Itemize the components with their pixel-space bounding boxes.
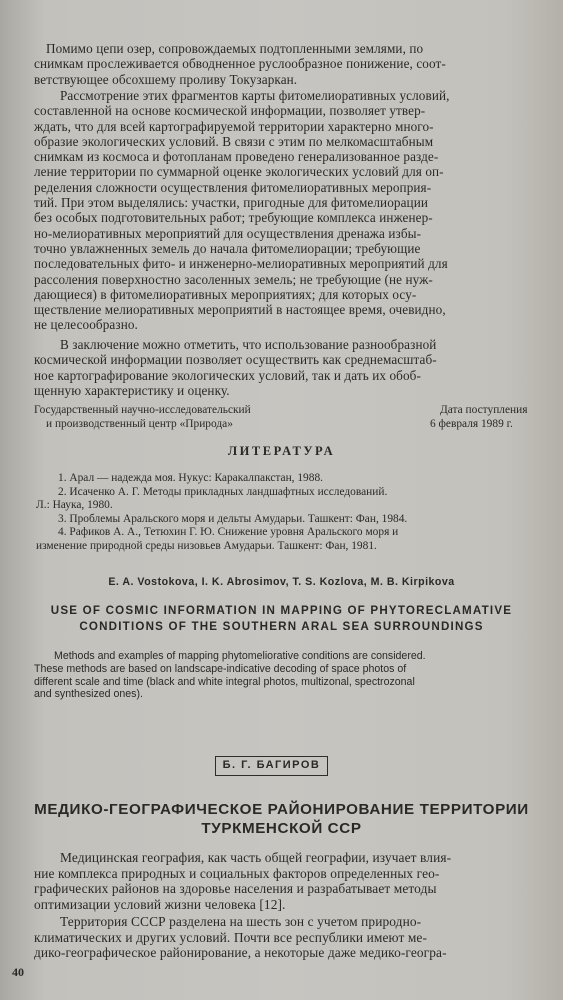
page-number: 40 bbox=[12, 965, 24, 979]
affiliation bbox=[34, 404, 334, 431]
text-line: ление территории по суммарной оценке экологических условий для оп- bbox=[34, 164, 444, 180]
received-date bbox=[430, 404, 550, 431]
text-line: Территория СССР разделена на шесть зон с учетом природно- bbox=[60, 914, 422, 929]
text-line: ществление мелиоративных мероприятий в настоящее время, очевидно, bbox=[34, 302, 446, 318]
text-line: ное картографирование экологических условий, так и дать их обоб- bbox=[34, 367, 421, 383]
text-line: Рассмотрение этих фрагментов карты фитомелиоративных условий, bbox=[60, 88, 450, 103]
text-line: дико-географическое районирование, а некоторые даже медико-геогра- bbox=[34, 945, 447, 961]
article-title-line: ТУРКМЕНСКОЙ ССР bbox=[201, 820, 362, 837]
text-line: ние комплекса природных и социальных факторов определенных гео- bbox=[34, 865, 440, 881]
literature-item: изменение природной среды низовьев Амударьи. Ташкент: Фан, 1981. bbox=[36, 539, 377, 552]
text-line: В заключение можно отметить, что использование разнообразной bbox=[60, 337, 437, 352]
text-line: климатических и других условий. Почти все республики имеют ме- bbox=[34, 929, 428, 945]
text-line: графических районов на здоровье населения и разрабатывает методы bbox=[34, 881, 437, 897]
text-line: ждать, что для всей картографируемой территории характерно много- bbox=[34, 118, 434, 134]
abstract-line: and synthesized ones). bbox=[34, 688, 143, 701]
text-line: образие экологических условий. В связи с этим по мелкомасштабным bbox=[34, 133, 434, 149]
english-authors: E. A. Vostokova, I. K. Abrosimov, T. S. Kozlova, M. B. Kirpikova bbox=[108, 576, 455, 588]
text-line: не целесообразно. bbox=[34, 317, 138, 333]
text-line: ветствующее обсохшему проливу Токузаркан. bbox=[34, 71, 298, 87]
abstract-line: Methods and examples of mapping phytomeliorative conditions are considered. bbox=[54, 650, 426, 662]
text-line: снимкам прослеживается обводненное руслообразное понижение, соот- bbox=[34, 56, 446, 72]
english-title bbox=[0, 603, 563, 634]
english-abstract bbox=[34, 650, 534, 701]
literature-item: Л.: Наука, 1980. bbox=[36, 499, 113, 511]
literature-item: 3. Проблемы Аральского моря и дельты Амударьи. Ташкент: Фан, 1984. bbox=[58, 512, 408, 525]
text-line: Медицинская география, как часть общей географии, изучает влия- bbox=[60, 850, 452, 865]
paragraph-main bbox=[34, 88, 542, 333]
text-line: последовательных фито- и инженерно-мелиоративных мероприятий для bbox=[34, 256, 448, 272]
text-line: щенную характеристику и оценку. bbox=[34, 382, 230, 398]
literature-item: 2. Исаченко А. Г. Методы прикладных ландшафтных исследований. bbox=[58, 485, 388, 498]
affiliation-line: и производственный центр «Природа» bbox=[46, 417, 233, 430]
text-line: оптимизации условий жизни человека [12]. bbox=[34, 896, 286, 912]
text-line: тий. При этом выделялись: участки, пригодные для фитомелиорации bbox=[34, 195, 429, 211]
text-line: Помимо цепи озер, сопровождаемых подтопленными землями, по bbox=[46, 41, 424, 56]
literature-heading: ЛИТЕРАТУРА bbox=[227, 444, 336, 458]
literature-item: 1. Арал — надежда моя. Нукус: Каракалпакстан, 1988. bbox=[58, 472, 323, 484]
literature-item: 4. Рафиков А. А., Тетюхин Г. Ю. Снижение уровня Аральского моря и bbox=[58, 526, 399, 538]
text-line: точно увлажненных земель до начала фитомелиорации; требующие bbox=[34, 240, 421, 256]
text-line: рассоления поверхностно засоленных земель; не требующие (не нуж- bbox=[34, 271, 433, 287]
article-title-line: МЕДИКО-ГЕОГРАФИЧЕСКОЕ РАЙОНИРОВАНИЕ ТЕРРИТОРИИ bbox=[34, 801, 529, 818]
abstract-line: These methods are based on landscape-indicative decoding of space photos of bbox=[34, 662, 407, 675]
english-title-line: CONDITIONS OF THE SOUTHERN ARAL SEA SURROUNDINGS bbox=[79, 619, 484, 633]
paragraph-ussr-zones bbox=[34, 914, 544, 961]
text-line: космической информации позволяет осуществить как среднемасштаб- bbox=[34, 352, 437, 368]
literature-list bbox=[36, 472, 546, 553]
text-line: снимкам из космоса и фотопланам проведено генерализованное разде- bbox=[34, 149, 439, 165]
received-value: 6 февраля 1989 г. bbox=[430, 417, 513, 430]
text-line: но-мелиоративных мероприятий для осуществления дренажа избы- bbox=[34, 225, 422, 241]
paragraph-intro bbox=[34, 41, 540, 87]
affiliation-line: Государственный научно-исследовательский bbox=[34, 404, 251, 416]
author-name-box: Б. Г. БАГИРОВ bbox=[215, 756, 328, 776]
english-title-line: USE OF COSMIC INFORMATION IN MAPPING OF PHYTORECLAMATIVE bbox=[50, 604, 513, 617]
text-line: составленной на основе космической информации, позволяет утвер- bbox=[34, 103, 426, 119]
paragraph-medical-geography bbox=[34, 850, 544, 912]
text-line: ределения сложности осуществления фитомелиоративных мероприя- bbox=[34, 179, 432, 195]
article-title bbox=[0, 800, 563, 838]
abstract-line: different scale and time (black and white integral photos, multizonal, spectrozonal bbox=[34, 675, 415, 688]
text-line: дающиеся) в фитомелиоративных мероприятиях; для которых осу- bbox=[34, 286, 417, 302]
paragraph-conclusion bbox=[34, 337, 542, 398]
text-line: без особых подготовительных работ; требующие комплекса инженер- bbox=[34, 210, 433, 226]
received-label: Дата поступления bbox=[440, 404, 528, 416]
